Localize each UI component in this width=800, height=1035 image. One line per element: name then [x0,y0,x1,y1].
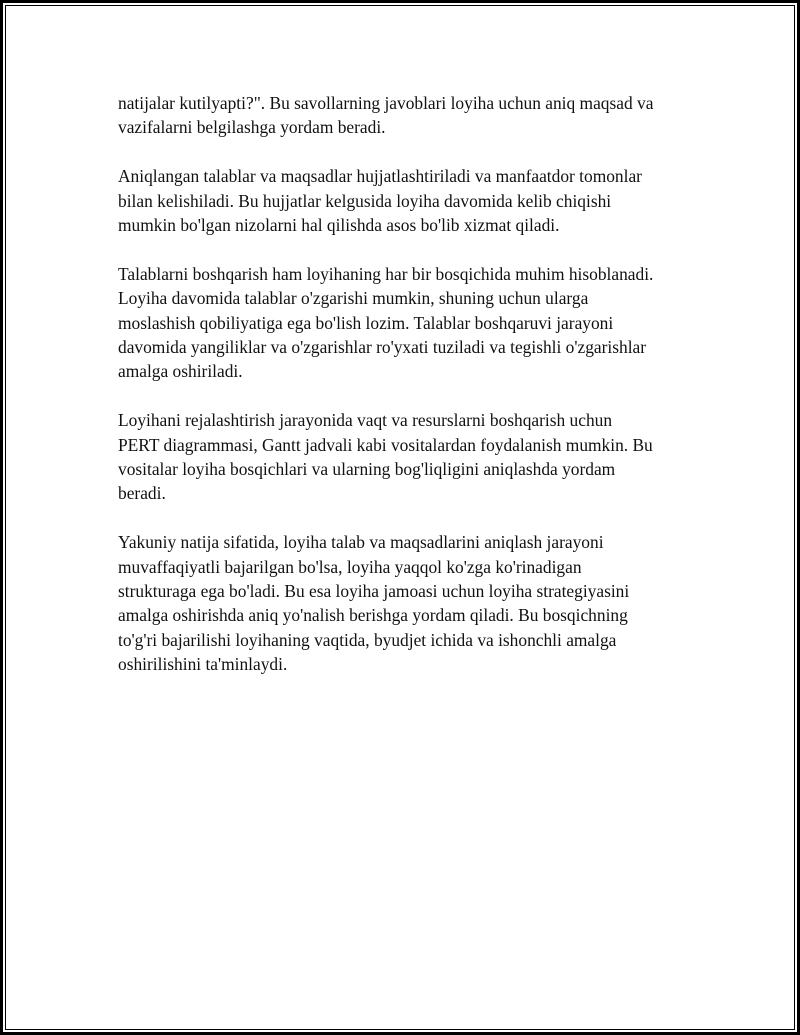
text-line: natijalar kutilyapti?". Bu savollarning javoblari loyiha uchun aniq maqsad va [118,93,654,113]
text-line: amalga oshirishda aniq yo'nalish berishga yordam qiladi. Bu bosqichning [118,605,628,626]
text-line: Talablarni boshqarish ham loyihaning har bir bosqichida muhim hisoblanadi. [118,263,654,284]
paragraph-3 [118,262,698,384]
text-line: vazifalarni belgilashga yordam beradi. [118,117,386,138]
paragraph-2 [118,164,698,237]
text-line: vositalar loyiha bosqichlari va ularning bog'liqligini aniqlashda yordam [118,459,616,480]
text-line: mumkin bo'lgan nizolarni hal qilishda asos bo'lib xizmat qiladi. [118,215,560,236]
text-line: Loyiha davomida talablar o'zgarishi mumkin, shuning uchun ularga [118,288,589,309]
text-line: to'g'ri bajarilishi loyihaning vaqtida, byudjet ichida va ishonchli amalga [118,629,617,650]
text-line: amalga oshiriladi. [118,361,243,382]
text-line: beradi. [118,483,166,504]
text-line: moslashish qobiliyatiga ega bo'lish lozim. Talablar boshqaruvi jarayoni [118,312,614,333]
paragraph-5 [118,530,698,676]
text-line: Loyihani rejalashtirish jarayonida vaqt va resurslarni boshqarish uchun [118,410,613,431]
text-line: oshirilishini ta'minlaydi. [118,654,288,675]
text-line: muvaffaqiyatli bajarilgan bo'lsa, loyiha yaqqol ko'zga ko'rinadigan [118,556,582,577]
text-line: Yakuniy natija sifatida, loyiha talab va maqsadlarini aniqlash jarayoni [118,532,604,553]
paragraph-4 [118,408,698,506]
text-line: PERT diagrammasi, Gantt jadvali kabi vositalardan foydalanish mumkin. Bu [118,434,653,455]
text-line: Aniqlangan talablar va maqsadlar hujjatlashtiriladi va manfaatdor tomonlar [118,166,642,187]
document-body [118,91,698,701]
text-line: bilan kelishiladi. Bu hujjatlar kelgusida loyiha davomida kelib chiqishi [118,190,612,211]
paragraph-1 [118,91,698,140]
text-line: davomida yangiliklar va o'zgarishlar ro'yxati tuziladi va tegishli o'zgarishlar [118,337,647,358]
text-line: strukturaga ega bo'ladi. Bu esa loyiha jamoasi uchun loyiha strategiyasini [118,581,630,602]
